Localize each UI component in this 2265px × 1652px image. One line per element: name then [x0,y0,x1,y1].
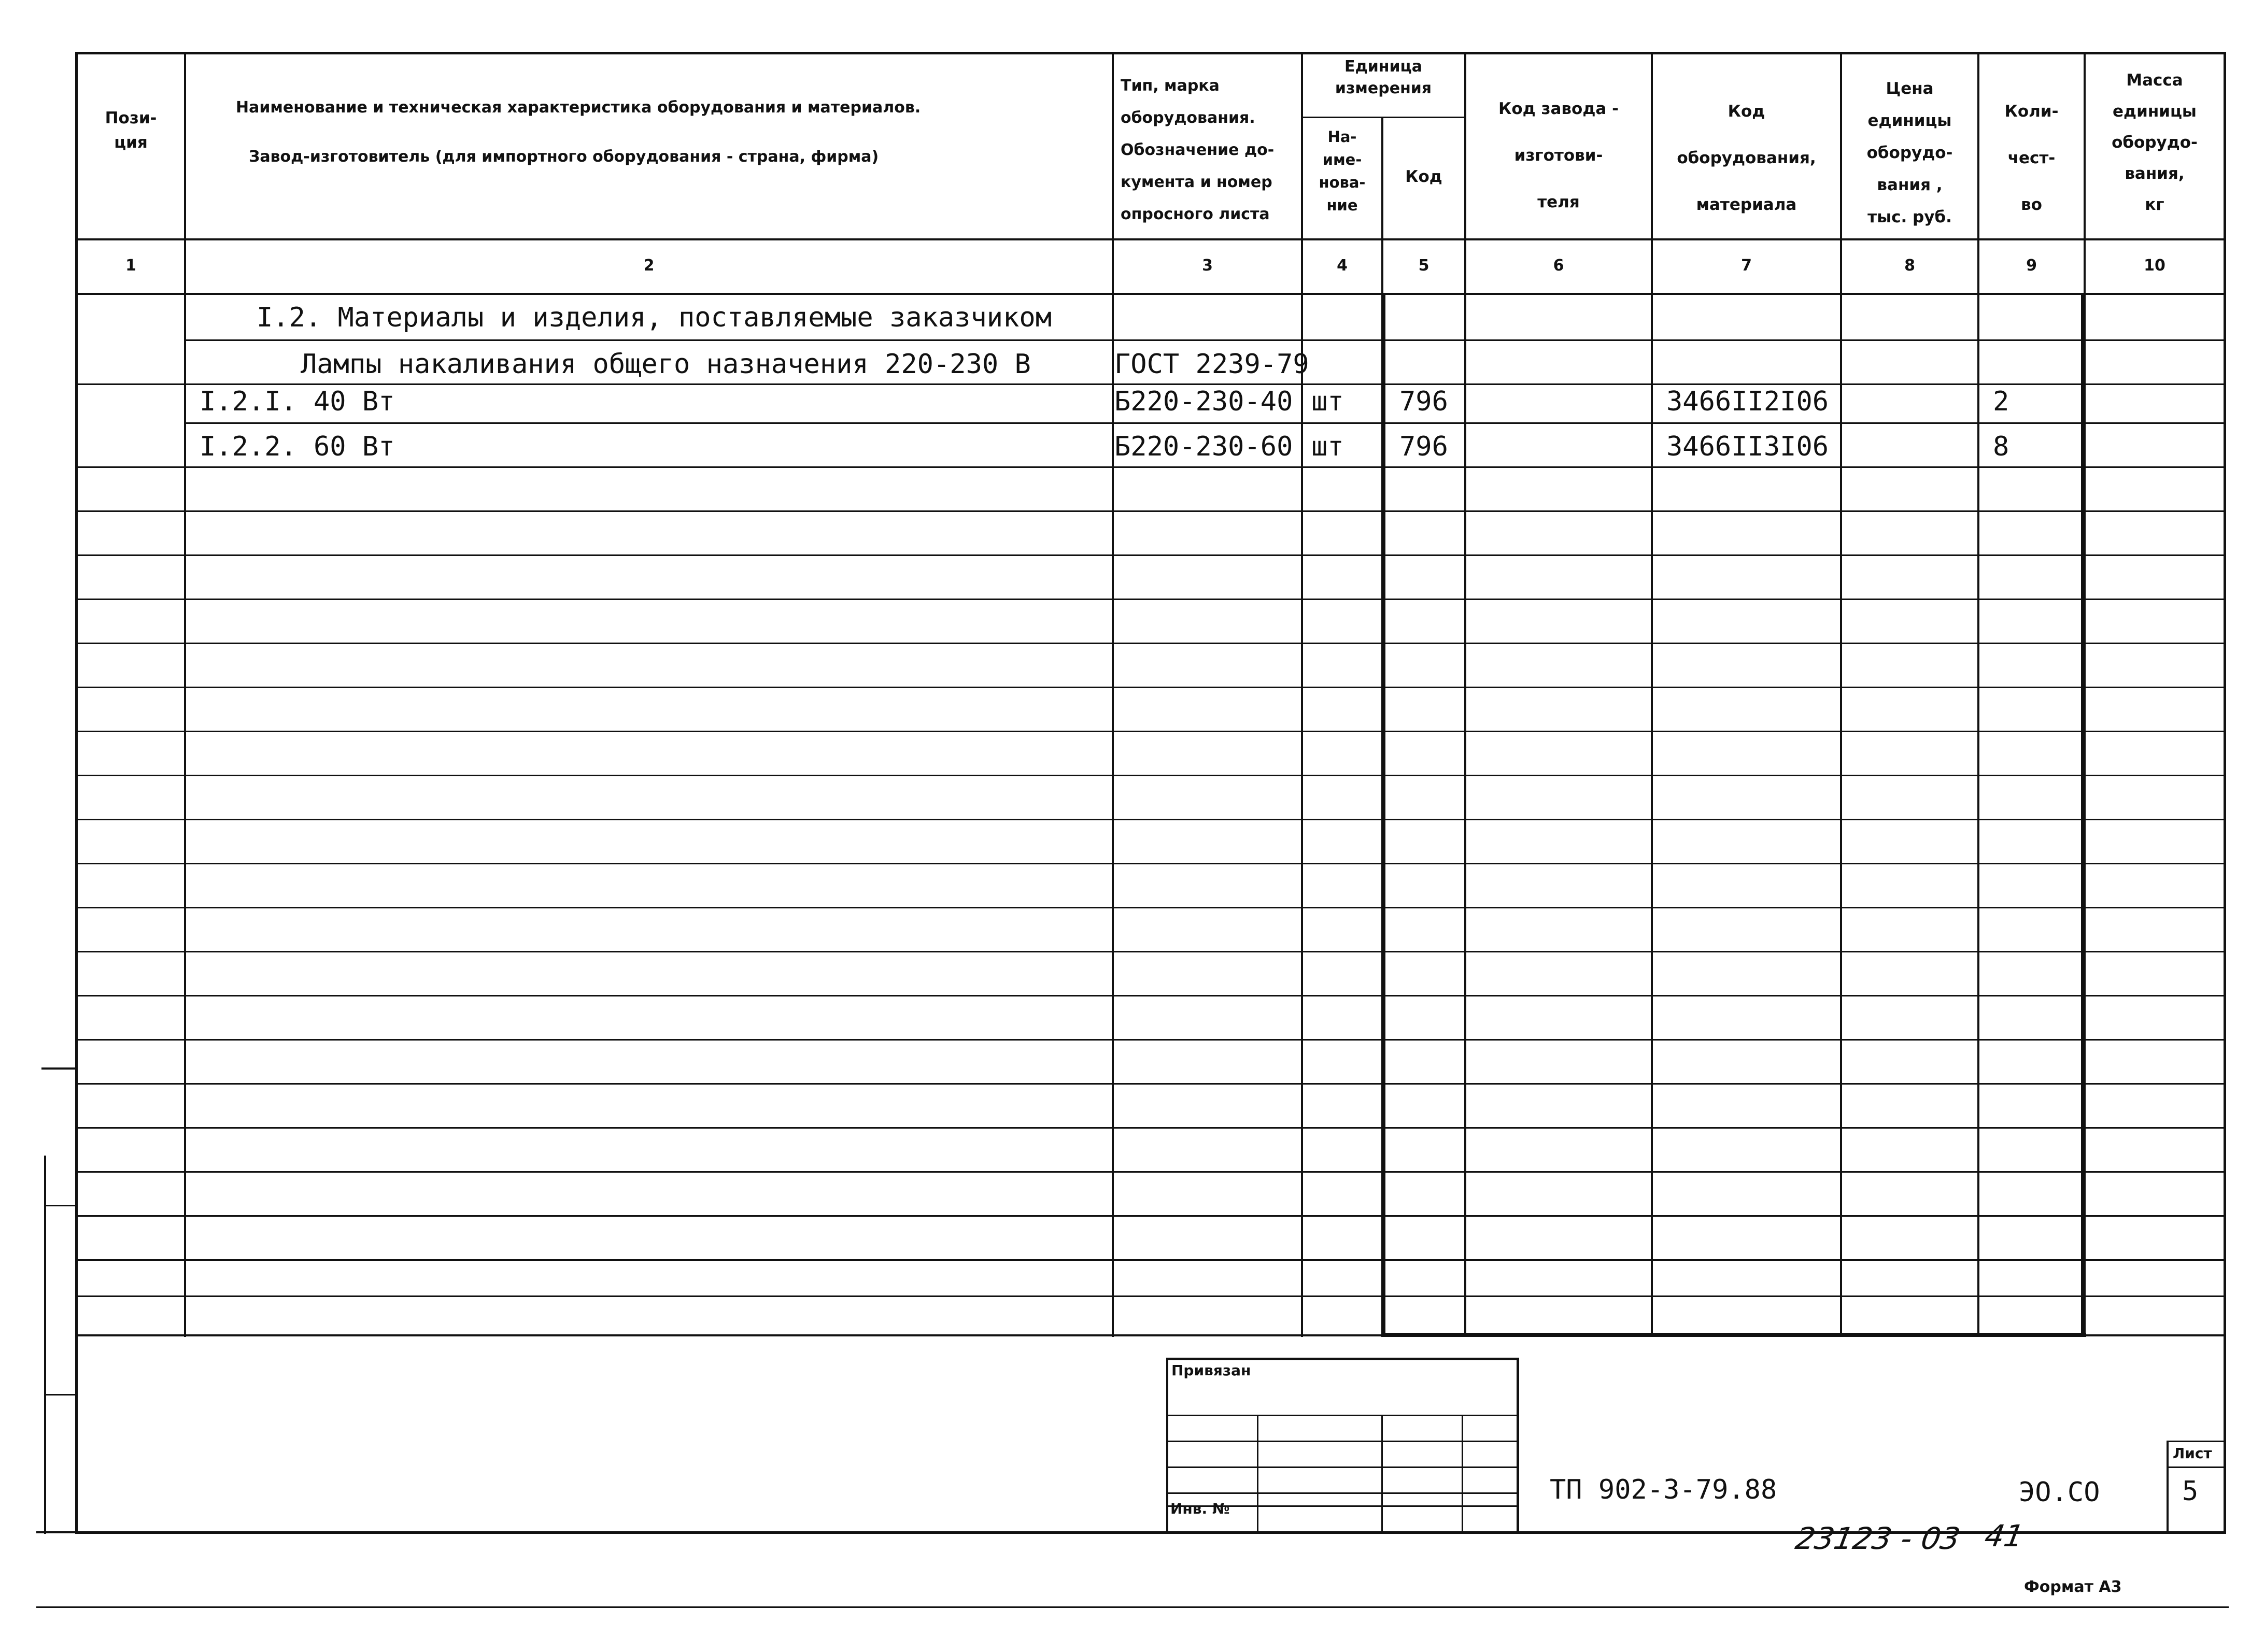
header-unit-name: На- име- нова- ние [1319,128,1366,214]
header-type: Тип, марка оборудования. Обозначение до- кумента и номер опросного листа [1121,77,1275,223]
header-name-line2: Завод-изготовитель (для импортного оборудования - страна, фирма) [249,148,879,166]
row-type: Б220-230-40 [1114,386,1293,417]
row-name: 40 Вт [314,386,395,417]
stamp-sheet-label: Лист [2173,1445,2212,1462]
row-position: I.2.I. [200,386,297,417]
stamp-doc-code: ЭО.СО [2019,1477,2100,1508]
header-mass: Масса единицы оборудо- вания, кг [2112,71,2198,214]
header-price: Цена единицы оборудо- вания , тыс. руб. [1866,79,1953,226]
row-section-title: I.2. Материалы и изделия, поставляемые заказчиком [257,302,1052,333]
row-unit-code: 796 [1399,431,1448,462]
handwritten-number: 23123 - 03 [1793,1521,1963,1556]
row-qty: 2 [1993,386,2009,417]
header-unit-group: Единица измерения [1335,58,1432,97]
handwritten-page: 41 [1982,1518,2027,1554]
stamp-attached-label: Привязан [1171,1362,1251,1379]
row-unit-code: 796 [1399,386,1448,417]
format-label: Формат А3 [2024,1578,2122,1596]
col-number-2: 2 [643,257,655,275]
col-number-1: 1 [125,257,136,275]
row-code: 3466II3I06 [1666,431,1829,462]
header-quantity: Коли- чест- во [2004,102,2059,214]
col-number-4: 4 [1337,257,1348,275]
header-factory-code: Код завода - изготови- теля [1498,99,1619,211]
col-number-9: 9 [2026,257,2037,275]
header-position: Пози- ция [105,109,157,152]
header-name-line1: Наименование и техническая характеристика оборудования и материалов. [236,98,921,117]
row-name: 60 Вт [314,431,395,462]
stamp-sheet-number: 5 [2182,1476,2199,1507]
row-type: Б220-230-60 [1114,431,1293,462]
stamp-inv-label: Инв. № [1170,1500,1230,1517]
bottom-rule [36,1606,2229,1608]
row-unit: шт [1311,431,1344,462]
row-unit: шт [1311,386,1344,417]
stamp-doc-number: ТП 902-3-79.88 [1550,1474,1777,1505]
col-number-7: 7 [1741,257,1752,275]
col-number-3: 3 [1202,257,1213,275]
header-unit-code: Код [1405,167,1442,186]
row-group-standard: ГОСТ 2239-79 [1114,349,1309,380]
row-code: 3466II2I06 [1666,386,1829,417]
col-number-10: 10 [2144,257,2165,275]
col-number-5: 5 [1418,257,1429,275]
row-position: I.2.2. [200,431,297,462]
col-number-6: 6 [1553,257,1564,275]
col-number-8: 8 [1904,257,1915,275]
row-group-name: Лампы накаливания общего назначения 220-230 В [301,349,1031,380]
row-qty: 8 [1993,431,2009,462]
header-equipment-code: Код оборудования, материала [1677,102,1816,214]
